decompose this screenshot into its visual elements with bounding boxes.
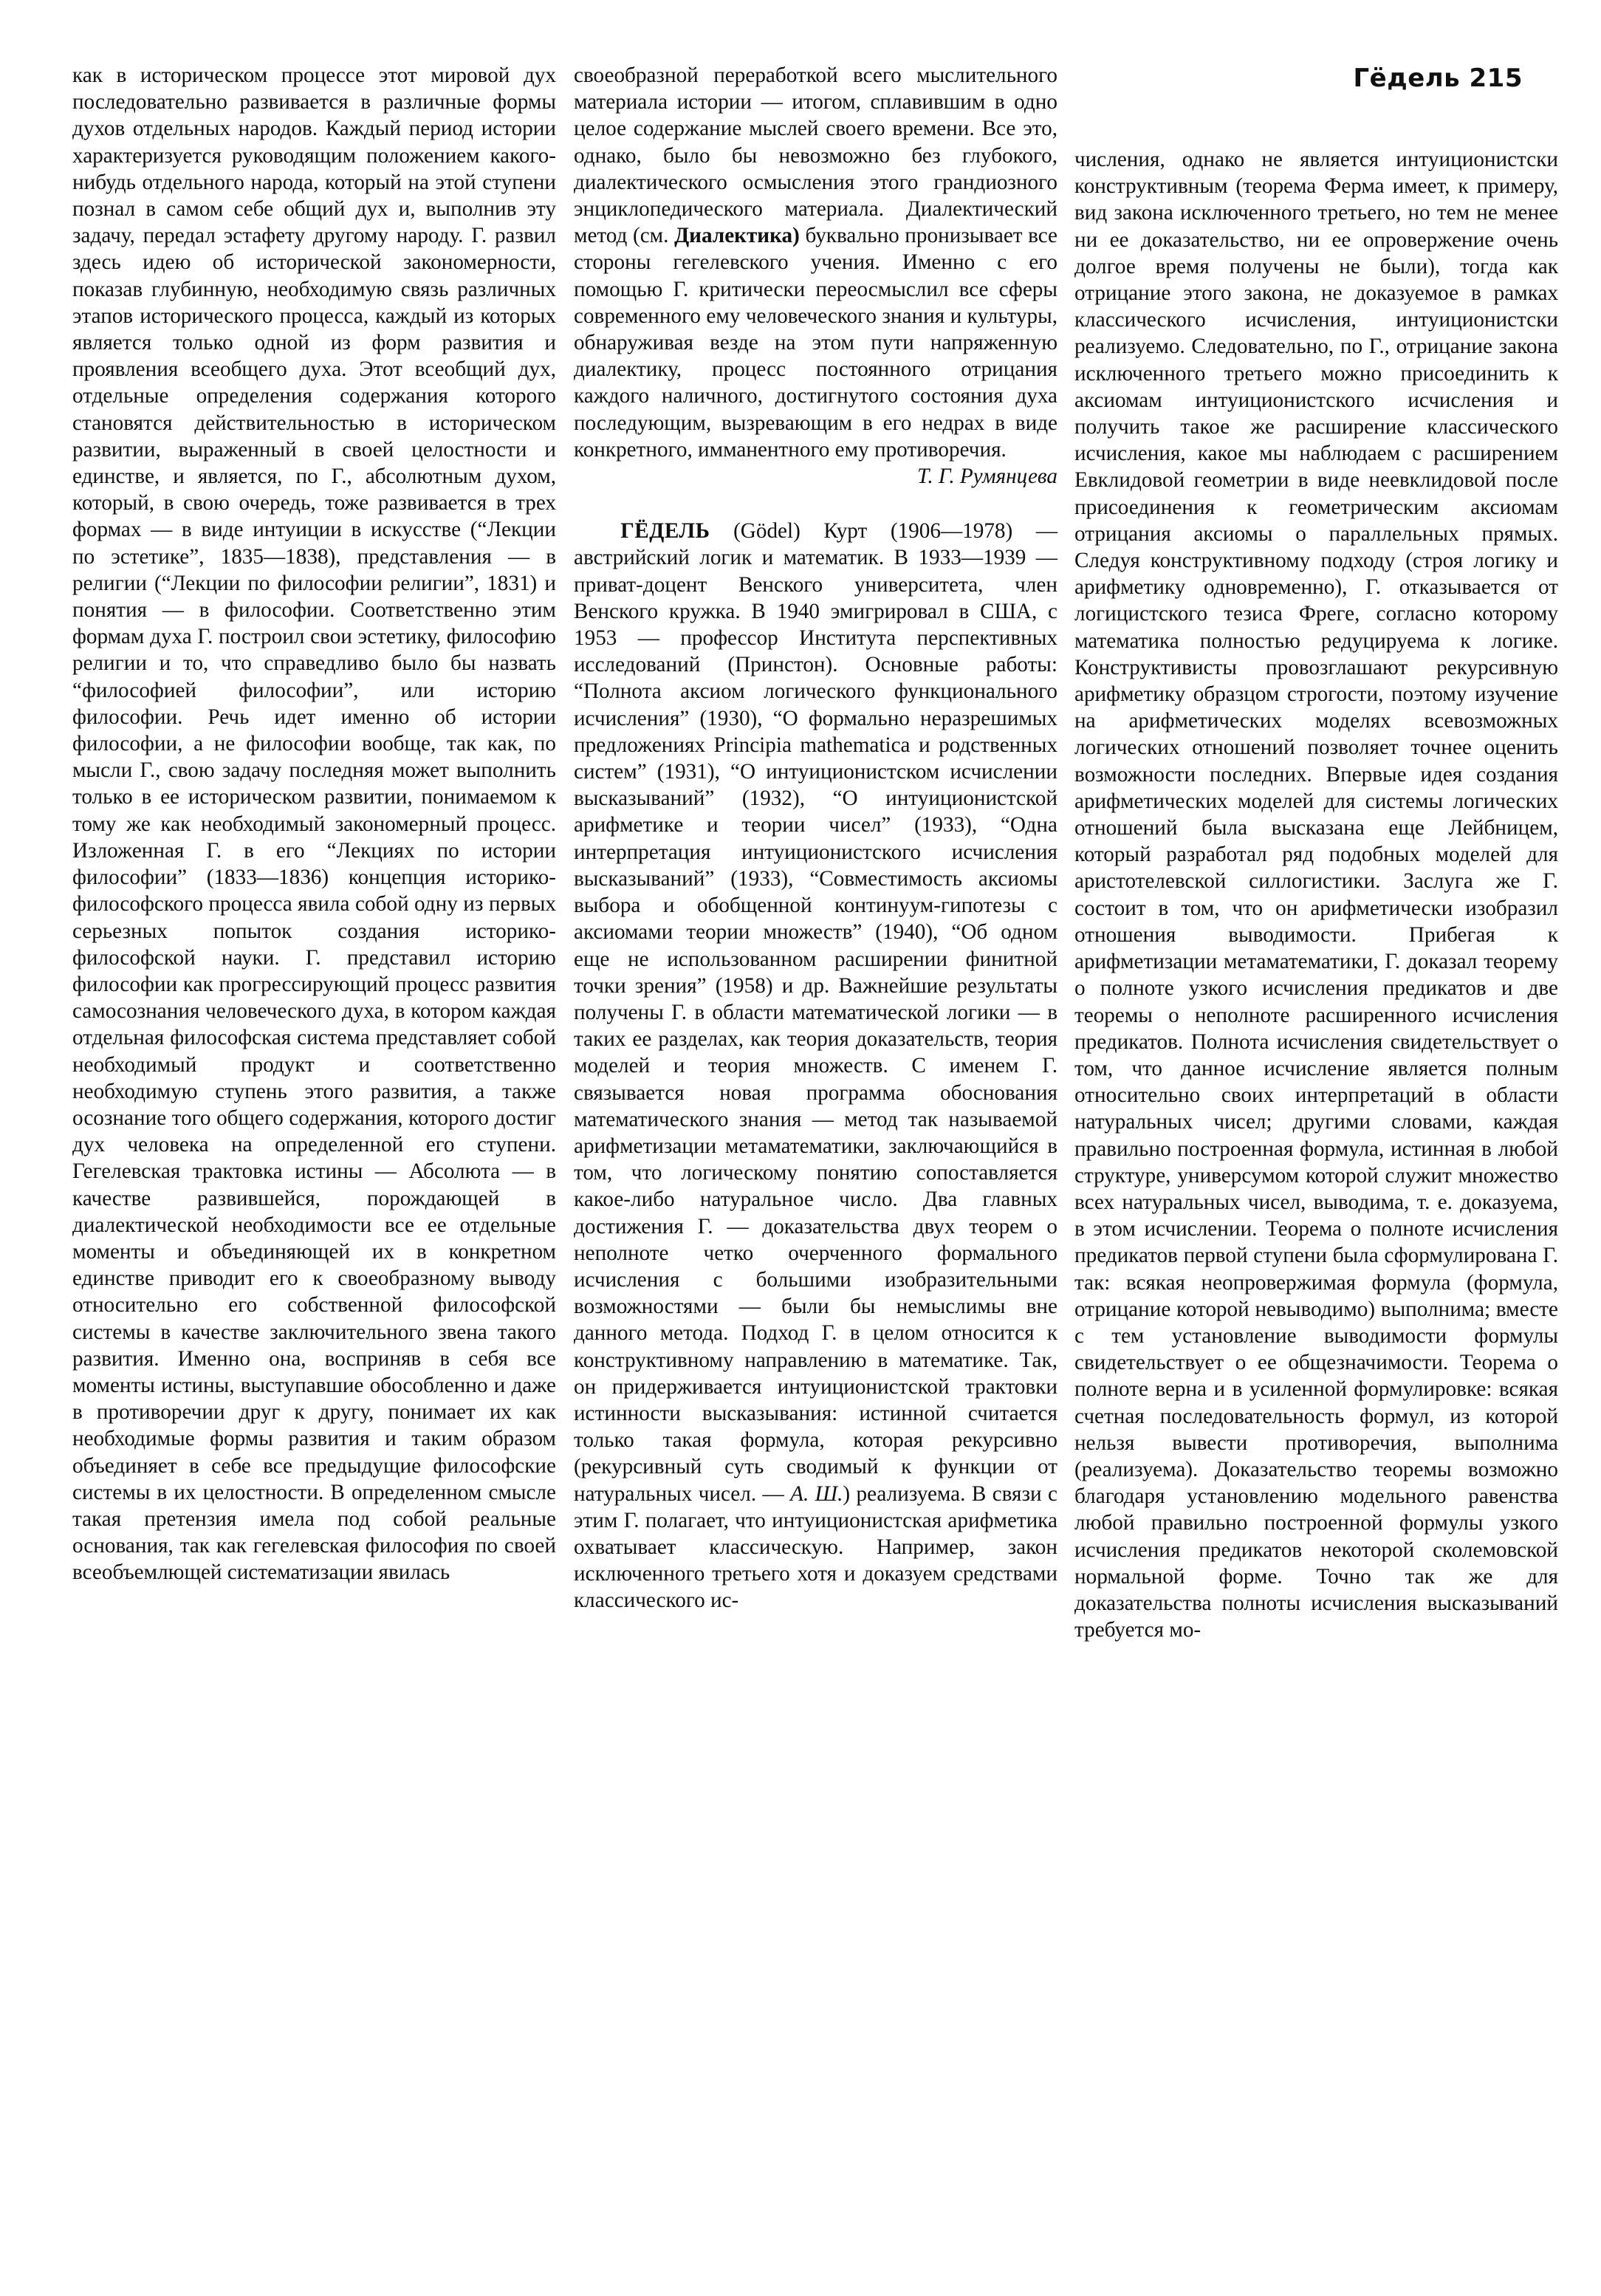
header-title: Гёдель xyxy=(1353,64,1461,93)
col1-text: как в историческом процессе этот мировой дух последовательно развивается в различные формы духов отдельных народов. Каждый период истории характеризуется руководящим положением какого-нибудь отдельного народа, который на этой ступени познал в самом себе общий дух и, выполнив эту задачу, передал эстафету другому народу. Г. развил здесь идею об исторической закономерности, показав глубинную, необходимую связь различных этапов исторического процесса, каждый из которых является только одной из форм развития и проявления всеобщего духа. Этот всеобщий дух, отдельные определения содержания которого становятся действительностью в историческом развитии, выраженный в своей целостности и единстве, и является, по Г., абсолютным духом, который, в свою очередь, тоже развивается в трех формах — в виде интуиции в искусстве (“Лекции по эстетике”, 1835—1838), представления — в религии (“Лекции по философии религии”, 1831) и понятия — в философии. Соответственно этим формам духа Г. построил свои эстетику, философию религии и то, что справедливо было бы назвать “философией философии”, или историю философии. Речь идет именно об истории философии, а не философии вообще, так как, по мысли Г., свою задачу последняя может выполнить только в ее историческом развитии, понимаемом к тому же как необходимый закономерный процесс. Изложенная Г. в его “Лекциях по истории философии” (1833—1836) концепция историко-философского процесса явила собой одну из первых серьезных попыток создания историко-философской науки. Г. представил историю философии как прогрессирующий процесс развития самосознания человеческого духа, в котором каждая отдельная философская система представляет собой необходимый продукт и соответственно необходимую ступень этого развития, а также осознание того общего содержания, которого достиг дух человека на определенной его ступени. Гегелевская трактовка истины — Абсолюта — в качестве развившейся, порождающей в диалектической необходимости все ее отдельные моменты и объединяющей их в конкретном единстве приводит его к своеобразному выводу относительно его собственной философской системы в качестве заключительного звена такого развития. Именно она, восприняв в себя все моменты истины, выступавшие обособленно и даже в противоречии друг к другу, понимает их как необходимые формы развития и таким образом объединяет в себе все предыдущие философские системы в их целостности. В определенном смысле такая претензия имела под собой реальные основания, так как гегелевская философия по своей всеобъемлющей систематизации явилась xyxy=(72,64,556,1585)
col2-paragraph xyxy=(574,62,1057,463)
col2-text-a: своеобразной переработкой всего мыслительного материала истории — итогом, сплавившим в одно целое содержание мыслей своего времени. Все это, однако, было бы невозможно без глубокого, диалектического осмысления этого грандиозного энциклопедического материала. Диалектический метод (см. xyxy=(574,64,1057,248)
page-number: 215 xyxy=(1469,64,1523,93)
entry-separator xyxy=(574,490,1057,518)
column-2 xyxy=(574,62,1057,1614)
col3-text: числения, однако не является интуиционистски конструктивным (теорема Ферма имеет, к примеру, вид закона исключенного третьего, но тем не менее ни ее доказательство, ни ее опровержение очень долгое время получены не были), тогда как отрицание этого закона, не доказуемое в рамках классического исчисления, интуиционистски реализуемо. Следовательно, по Г., отрицание закона исключенного третьего можно присоединить к аксиомам интуиционистского исчисления и получить такое же расширение классического исчисления, какое мы наблюдаем с расширением Евклидовой геометрии в виде неевклидовой после присоединения к геометрическим аксиомам отрицания аксиомы о параллельных прямых. Следуя конструктивному подходу (строя логику и арифметику одновременно), Г. отказывается от логицистского тезиса Фреге, согласно которому математика полностью редуцируема к логике. Конструктивисты провозглашают рекурсивную арифметику образцом строгости, поэтому изучение на арифметических моделях всевозможных логических отношений позволяет точнее оценить возможности последних. Впервые идея создания арифметических моделей для системы логических отношений была высказана еще Лейбницем, который разработал ряд подобных моделей для аристотелевской силлогистики. Заслуга же Г. состоит в том, что он арифметически изобразил отношения выводимости. Прибегая к арифметизации метаматематики, Г. доказал теорему о полноте узкого исчисления предикатов и две теоремы о неполноте расширенного исчисления предикатов. Полнота исчисления свидетельствует о том, что данное исчисление является полным относительно своих интерпретаций в области натуральных чисел; другими словами, каждая правильно построенная формула, истинная в любой структуре, универсумом которой служит множество всех натуральных чисел, выводима, т. е. доказуема, в этом исчислении. Теорема о полноте исчисления предикатов первой ступени была сформулирована Г. так: всякая неопровержимая формула (формула, отрицание которой невыводимо) выполнима; вместе с тем установление выводимости формулы свидетельствует о ее общезначимости. Теорема о полноте верна и в усиленной формулировке: всякая счетная последовательность формул, из которой нельзя вывести противоречия, выполнима (реализуема). Доказательство теоремы возможно благодаря установлению модельного равенства любой правильно построенной формулы узкого исчисления предикатов некоторой сколемовской нормальной форме. Точно так же для доказательства полноты исчисления высказываний требуется мо- xyxy=(1074,148,1558,1642)
entry-tail: ) реализуема. В связи с этим Г. полагает, что интуиционистская арифметика охватывает классическую. Например, закон исключенного третьего хотя и доказуем средствами классического ис- xyxy=(574,1481,1057,1613)
entry-author-initials: А. Ш. xyxy=(790,1481,843,1506)
column-3 xyxy=(1074,146,1558,1643)
entry-headword: ГЁДЕЛЬ xyxy=(620,519,710,544)
article-signature: Т. Г. Румянцева xyxy=(916,465,1057,489)
running-header xyxy=(1354,64,1523,93)
col2-text-b: буквально пронизывает все стороны гегелевского учения. Именно с его помощью Г. критически переосмыслил все сферы современного ему человеческого знания и культуры, обнаруживая везде на этом пути напряженную диалектику, процесс постоянного отрицания каждого наличного, достигнутого состояния духа последующим, вызревающим в его недрах в виде конкретного, имманентного ему противоречия. xyxy=(574,224,1058,462)
entry-text: (Gödel) Курт (1906—1978) — австрийский логик и математик. В 1933—1939 — приват-доцент Венского университета, член Венского кружка. В 1940 эмигрировал в США, с 1953 — профессор Института перспективных исследований (Принстон). Основные работы: “Полнота аксиом логического функционального исчисления” (1930), “О формально неразрешимых предложениях Principia mathematica и родственных систем” (1931), “О интуиционистском исчислении высказываний” (1932), “О интуиционистской арифметике и теории чисел” (1933), “Одна интерпретация интуиционистского исчисления высказываний” (1933), “Совместимость аксиомы выбора и обобщенной континуум-гипотезы с аксиомами теории множеств” (1940), “Об одном еще не использованном расширении финитной точки зрения” (1958) и др. Важнейшие результаты получены Г. в области математической логики — в таких ее разделах, как теория доказательств, теория моделей и теория множеств. С именем Г. связывается новая программа обоснования математического знания — метод так называемой арифметизации метаматематики, заключающийся в том, что логическому понятию сопоставляется какое-либо натуральное число. Два главных достижения Г. — доказательства двух теорем о неполноте четко очерченного формального исчисления с большими изобразительными возможностями — были бы немыслимы вне данного метода. Подход Г. в целом относится к конструктивному направлению в математике. Так, он придерживается интуиционистской трактовки истинности высказывания: истинной считается только такая формула, которая рекурсивно (рекурсивный суть сводимый к функции от натуральных чисел. — xyxy=(574,519,1058,1506)
entry-paragraph xyxy=(574,518,1057,1614)
cross-reference: Диалектика) xyxy=(674,224,800,248)
column-1 xyxy=(72,62,556,1586)
